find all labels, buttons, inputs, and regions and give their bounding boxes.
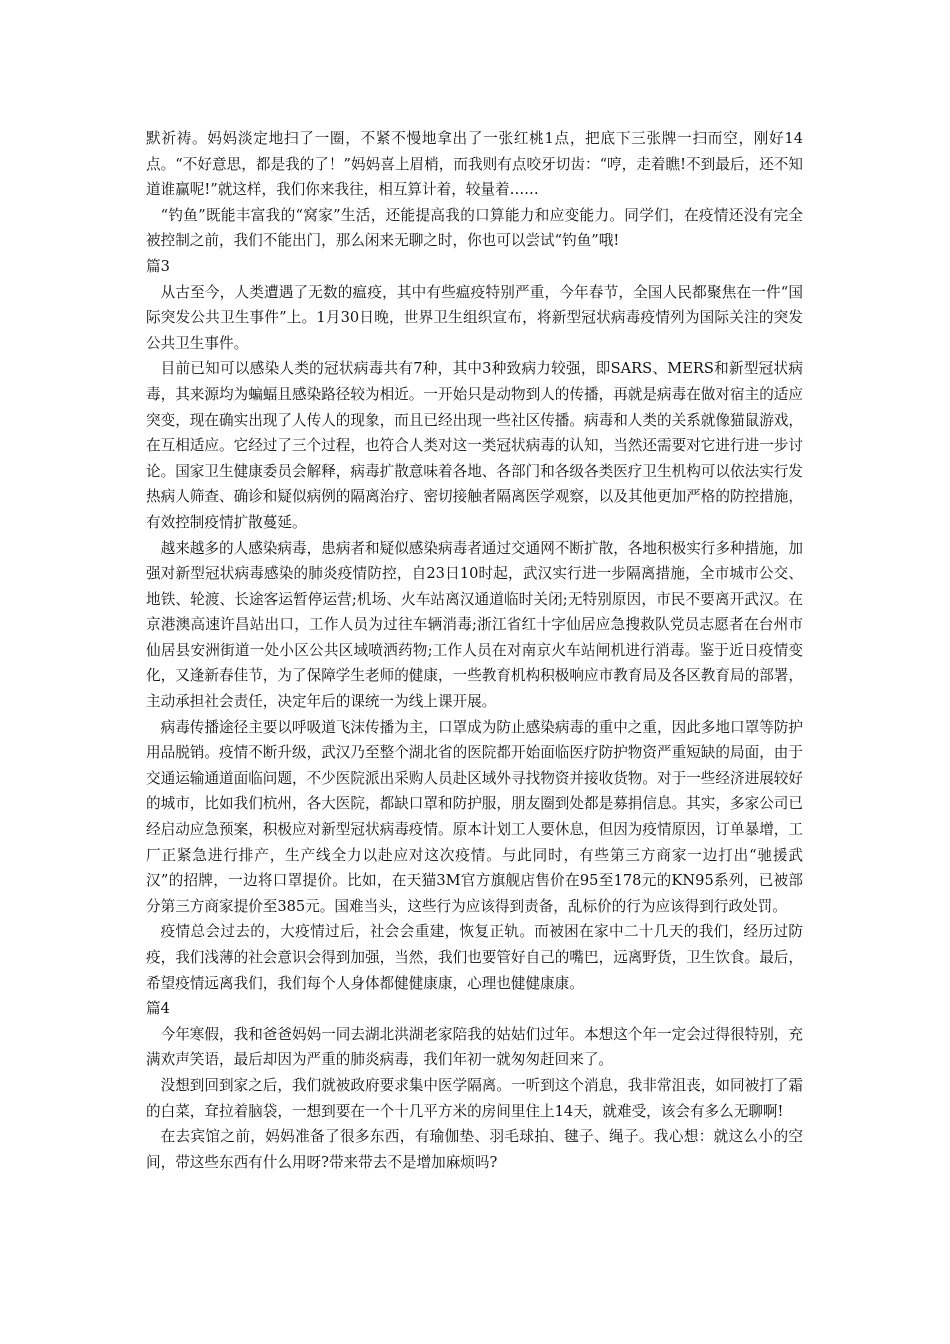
paragraph: 从古至今，人类遭遇了无数的瘟疫，其中有些瘟疫特别严重，今年春节，全国人民都聚焦在一件“国际突发公共卫生事件”上。1月30日晚，世界卫生组织宣布，将新型冠状病毒疫情列为国际关注的突发公共卫生事件。 (146, 283, 803, 352)
paragraph: 越来越多的人感染病毒，患病者和疑似感染病毒者通过交通网不断扩散，各地积极实行多种措施，加强对新型冠状病毒感染的肺炎疫情防控，自23日10时起，武汉实行进一步隔离措施，全市城市公交、地铁、轮渡、长途客运暂停运营;机场、火车站离汉通道临时关闭;无特别原因，市民不要离开武汉。在京港澳高速许昌站出口，工作人员为过往车辆消毒;浙江省红十字仙居应急搜救队党员志愿者在台州市仙居县安洲街道一处小区公共区域喷洒药物;工作人员在对南京火车站闸机进行消毒。鉴于近日疫情变化，又逢新春佳节，为了保障学生老师的健康，一些教育机构积极响应市教育局及各区教育局的部署，主动承担社会责任，决定年后的课统一为线上课开展。 (146, 539, 803, 711)
section-heading: 篇4 (146, 1000, 170, 1018)
paragraph: 默祈祷。妈妈淡定地扫了一圈，不紧不慢地拿出了一张红桃1点，把底下三张牌一扫而空，刚好14点。“不好意思，都是我的了！”妈妈喜上眉梢，而我则有点咬牙切齿：“哼，走着瞧!不到最后，还不知道谁赢呢!”就这样，我们你来我往，相互算计着，较量着…… (146, 130, 803, 199)
section-heading: 篇3 (146, 257, 170, 275)
paragraph: 病毒传播途径主要以呼吸道飞沫传播为主，口罩成为防止感染病毒的重中之重，因此多地口罩等防护用品脱销。疫情不断升级，武汉乃至整个湖北省的医院都开始面临医疗防护物资严重短缺的局面，由于交通运输通道面临问题，不少医院派出采购人员赴区域外寻找物资并接收货物。对于一些经济进展较好的城市，比如我们杭州，各大医院，都缺口罩和防护服，朋友圈到处都是募捐信息。其实，多家公司已经启动应急预案，积极应对新型冠状病毒疫情。原本计划工人要休息，但因为疫情原因，订单暴增，工厂正紧急进行排产，生产线全力以赴应对这次疫情。与此同时，有些第三方商家一边打出“驰援武汉”的招牌，一边将口罩提价。比如，在天猫3M官方旗舰店售价在95至178元的KN95系列，已被部分第三方商家提价至385元。国难当头，这些行为应该得到责备，乱标价的行为应该得到行政处罚。 (146, 718, 803, 915)
paragraph: 疫情总会过去的，大疫情过后，社会会重建，恢复正轨。而被困在家中二十几天的我们，经历过防疫，我们浅薄的社会意识会得到加强，当然，我们也要管好自己的嘴巴，远离野货，卫生饮食。最后，希望疫情远离我们，我们每个人身体都健健康康，心理也健健康康。 (146, 923, 803, 992)
paragraph: 在去宾馆之前，妈妈准备了很多东西，有瑜伽垫、羽毛球拍、毽子、绳子。我心想：就这么小的空间，带这些东西有什么用呀?带来带去不是增加麻烦吗? (146, 1128, 803, 1171)
paragraph: 今年寒假，我和爸爸妈妈一同去湖北洪湖老家陪我的姑姑们过年。本想这个年一定会过得很特别，充满欢声笑语，最后却因为严重的肺炎病毒，我们年初一就匆匆赶回来了。 (146, 1025, 803, 1069)
paragraph: 没想到回到家之后，我们就被政府要求集中医学隔离。一听到这个消息，我非常沮丧，如同被打了霜的白菜，耷拉着脑袋，一想到要在一个十几平方米的房间里住上14天，就难受，该会有多么无聊啊! (146, 1076, 803, 1120)
document-page (146, 126, 803, 1175)
paragraph: 目前已知可以感染人类的冠状病毒共有7种，其中3种致病力较强，即SARS、MERS和新型冠状病毒，其来源均为蝙蝠且感染路径较为相近。一开始只是动物到人的传播，再就是病毒在做对宿主的适应突变，现在确实出现了人传人的现象，而且已经出现一些社区传播。病毒和人类的关系就像猫鼠游戏，在互相适应。它经过了三个过程，也符合人类对这一类冠状病毒的认知，当然还需要对它进行进一步讨论。国家卫生健康委员会解释，病毒扩散意味着各地、各部门和各级各类医疗卫生机构可以依法实行发热病人筛查、确诊和疑似病例的隔离治疗、密切接触者隔离医学观察，以及其他更加严格的防控措施，有效控制疫情扩散蔓延。 (146, 360, 803, 531)
paragraph: “钓鱼”既能丰富我的“窝家”生活，还能提高我的口算能力和应变能力。同学们，在疫情还没有完全被控制之前，我们不能出门，那么闲来无聊之时，你也可以尝试“钓鱼”哦! (146, 206, 803, 250)
